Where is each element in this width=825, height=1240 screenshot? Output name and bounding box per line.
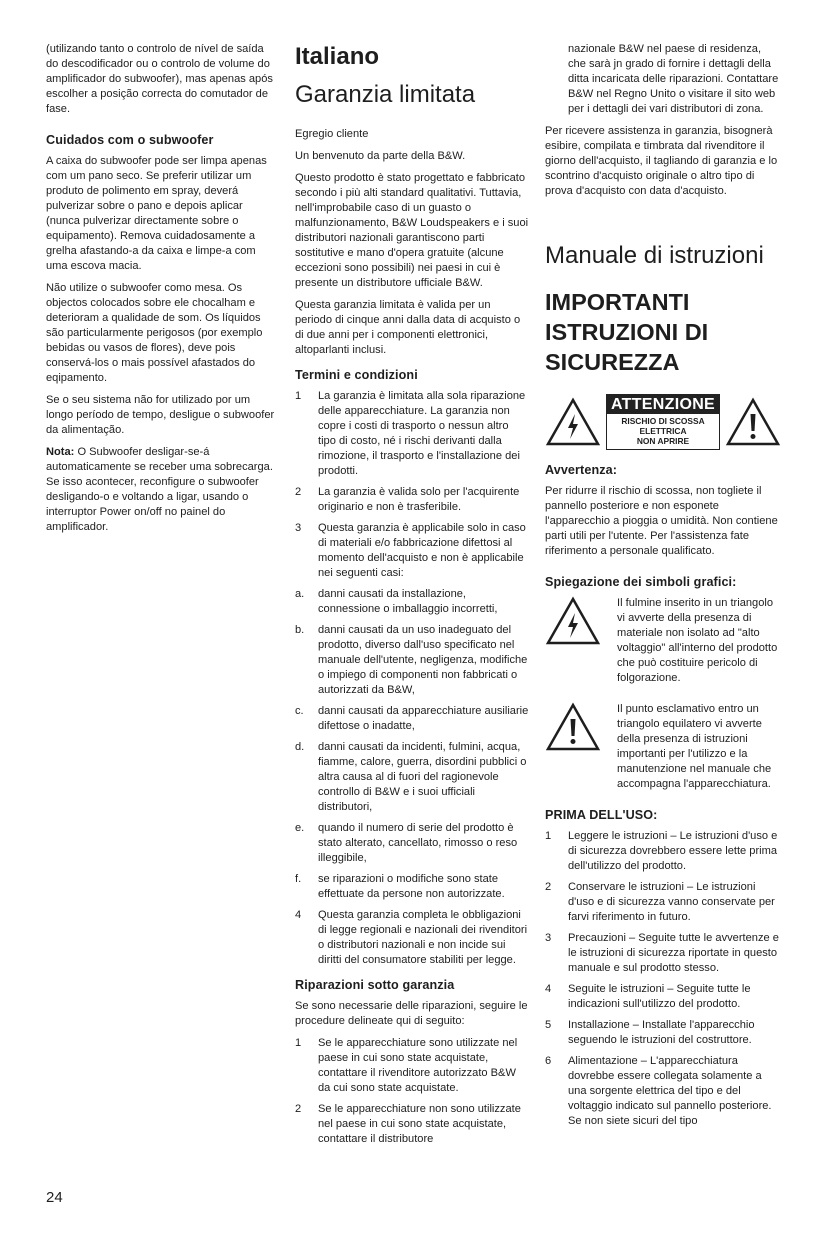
repairs-intro: Se sono necessarie delle riparazioni, seguire le procedure delineate qui di seguito: [295,1000,528,1027]
page-number: 24 [46,1189,63,1206]
note-paragraph [46,445,278,535]
list-item: 1 Se le apparecchiature sono utilizzate nel paese in cui sono state acquistate, contattare il rivenditore autorizzato B&W da cui sono state acquistate. [295,1037,518,1094]
warning-title: ATTENZIONE [607,395,719,414]
list-item: 3 Questa garanzia è applicabile solo in caso di materiali e/o fabbricazione difettosi al momento dell'acquisto e non è applicabile nei seguenti casi: [295,522,526,579]
terms-heading: Termini e condizioni [295,368,418,382]
warning-subtitle [607,414,719,449]
warning-line-2: NON APRIRE [636,436,690,446]
list-item: b. danni causati da un uso inadeguato del prodotto, diverso dall'uso specificato nel manuale dell'utente, negligenza, modifiche o impiego di componenti non fabbricati o autorizzati da B&W, [295,624,528,696]
list-item: e. quando il numero di serie del prodotto è stato alterato, cancellato, rimosso o reso illeggibile, [295,822,518,864]
assistance-paragraph: Per ricevere assistenza in garanzia, bisognerà esibire, compilata e timbrata dal rivenditore il giorno dell'acquisto, il tagliando di garanzia e lo scontrino d'acquisto originale o altro tipo di prova d'acquisto con data d'acquisto. [545,125,778,197]
list-item: 3 Precauzioni – Seguite tutte le avvertenze e le istruzioni di sicurezza riportate in questo manuale e sul prodotto stesso. [545,932,779,974]
list-item: 2 Conservare le istruzioni – Le istruzioni d'uso e di sicurezza vanno conservate per farvi riferimento in futuro. [545,881,775,923]
symbol-bolt-text: Il fulmine inserito in un triangolo vi avverte della presenza di materiale non isolato ad "alto voltaggio" all'interno del prodotto che può costituire pericolo di folgorazione. [617,597,778,684]
care-paragraph-1: A caixa do subwoofer pode ser limpa apenas com um pano seco. Se preferir utilizar um produto de polimento em spray, deverá pulverizar sobre o pano e depois aplicar (nunca pulverizar directamente sobre o equipamento). Remova cuidadosamente a grelha afastando-a da caixa e limpe-a com uma escova macia. [46,155,267,272]
repairs-list [295,1036,529,1147]
before-use-list [545,829,781,1129]
repairs-heading: Riparazioni sotto garanzia [295,978,455,992]
note-text: O Subwoofer desligar-se-á automaticamente se receber uma sobrecarga. Se isso acontecer, reconfigure o subwoofer desligando-o e voltando a ligar, usando o interruptor Power on/off no painel do amplificador. [46,446,273,533]
care-heading: Cuidados com o subwoofer [46,133,214,147]
intro-paragraph: (utilizando tanto o controlo de nível de saída do descodificador ou o controlo de volume do amplificador do subwoofer), mas apenas após escolher a posição correcta do comutador de fase. [46,43,273,115]
exclamation-triangle-icon [725,397,781,447]
warranty-title: Garanzia limitata [295,81,476,108]
lightning-triangle-icon [545,596,601,646]
safety-title: IMPORTANTI ISTRUZIONI DI SICUREZZA [545,289,709,375]
list-item: 4 Questa garanzia completa le obbligazioni di legge regionali e nazionali dei rivenditori o distributori nazionali e non incide sui diritti del consumatore stabiliti per legge. [295,909,528,966]
care-paragraph-3: Se o seu sistema não for utilizado por um longo período de tempo, desligue o subwoofer da alimentação. [46,394,275,436]
list-item: 5 Installazione – Installate l'apparecchio seguendo le istruzioni del costruttore. [545,1019,755,1046]
note-label: Nota: [46,446,75,458]
warning-banner [545,395,781,449]
symbol-exclamation-row [545,702,781,799]
warranty-paragraph-2: Questa garanzia limitata è valida per un periodo di cinque anni dalla data di acquisto o di due anni per i componenti elettronici, altoparlanti inclusi. [295,299,521,356]
list-item: d. danni causati da incidenti, fulmini, acqua, fiamme, calore, guerra, disordini pubblici o altra causa al di fuori del ragionevole controllo di B&W e i suoi ufficiali distributori, [295,741,527,813]
warning-label [606,394,720,450]
manual-title: Manuale di istruzioni [545,242,764,269]
list-item: a. danni causati da installazione, connessione o imballaggio incorretti, [295,588,498,615]
list-item: 4 Seguite le istruzioni – Seguite tutte le indicazioni sull'utilizzo del prodotto. [545,983,751,1010]
welcome: Un benvenuto da parte della B&W. [295,150,466,162]
column-warranty [295,42,529,1153]
list-item: 6 Alimentazione – L'apparecchiatura dovrebbe essere collegata solamente a una sorgente elettrica del tipo e del voltaggio indicato sul pannello posteriore. Se non siete sicuri del tipo [545,1055,772,1127]
column-safety [545,42,781,1135]
symbol-exclamation-text: Il punto esclamativo entro un triangolo equilatero vi avverte della presenza di istruzioni importanti per l'utilizzo e la manutenzione nel manuale che accompagna l'apparecchiatura. [617,703,772,790]
terms-list [295,389,529,968]
lightning-triangle-icon [545,397,601,447]
before-use-heading: PRIMA DELL'USO: [545,808,658,822]
repairs-continued: nazionale B&W nel paese di residenza, che sarà jn grado di fornire i dettagli della ditta incaricata delle riparazioni. Contattare B&W nel Regno Unito o visitare il sito web per i dettagli dei vari distributori di zona. [568,43,779,115]
symbol-bolt-row [545,596,781,693]
warning-paragraph: Per ridurre il rischio di scossa, non togliete il pannello posteriore e non esponete l'apparecchio a pioggia o umidità. Non contiene parti utili per l'utente. Per l'assistenza fate riferimento a personale qualificato. [545,485,778,557]
list-item: 1 La garanzia è limitata alla sola riparazione delle apparecchiature. La garanzia non copre i costi di trasporto o nessun altro tipo di costo, né i rischi derivanti dalla rimozione, il trasporto e l'installazione dei prodotti. [295,390,526,477]
symbols-heading: Spiegazione dei simboli grafici: [545,575,737,589]
warranty-paragraph-1: Questo prodotto è stato progettato e fabbricato secondo i più alti standard qualitativi. Tuttavia, nell'improbabile caso di un guasto o malfunzionamento, B&W Loudspeakers e i suoi distributori nazionali garantiscono parti sostitutive e mano d'opera gratuite (alcune eccezioni sono possibili) nei paesi in cui è presente un distributore ufficiale B&W. [295,172,529,289]
care-paragraph-2: Não utilize o subwoofer como mesa. Os objectos colocados sobre ele chocalham e deterioram a qualidade de som. Os líquidos são particularmente perigosos (por exemplo bebidas ou vasos de flores), deve pois conservá-los o mais possível afastados do eqipamento. [46,282,263,384]
list-item: f. se riparazioni o modifiche sono state effettuate da persone non autorizzate. [295,873,505,900]
warning-heading: Avvertenza: [545,463,618,477]
list-item: 2 La garanzia è valida solo per l'acquirente originario e non è trasferibile. [295,486,520,513]
exclamation-triangle-icon [545,702,601,752]
list-item: 1 Leggere le istruzioni – Le istruzioni d'uso e di sicurezza dovrebbero essere lette prima dell'utilizzo del prodotto. [545,830,778,872]
list-item: c. danni causati da apparecchiature ausiliarie difettose o inadatte, [295,705,529,732]
warning-line-1: RISCHIO DI SCOSSA ELETTRICA [621,416,705,436]
column-portuguese [46,42,278,542]
language-heading: Italiano [295,43,380,70]
list-item: 2 Se le apparecchiature non sono utilizzate nel paese in cui sono state acquistate, contattare il distributore [295,1103,521,1145]
greeting: Egregio cliente [295,128,369,140]
